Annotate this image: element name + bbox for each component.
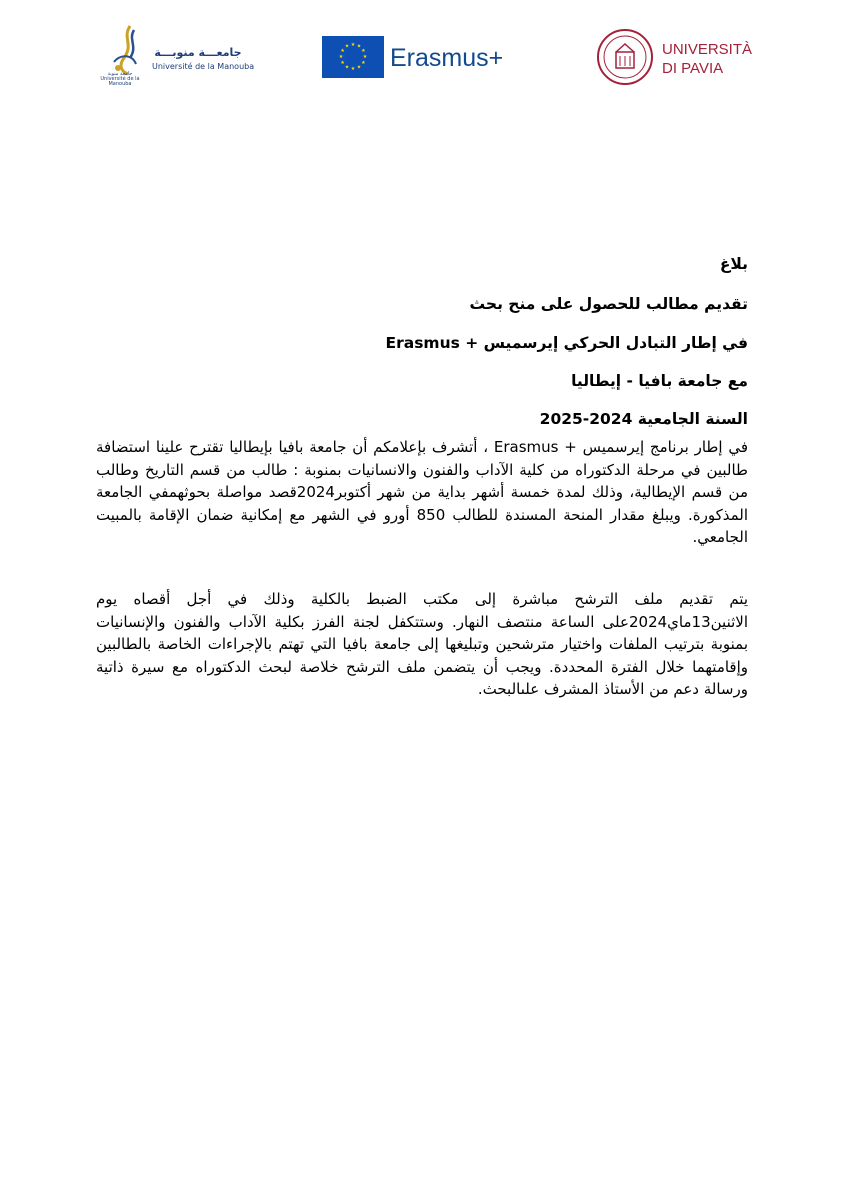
- announcement-title: بلاغ: [719, 255, 748, 273]
- paragraph-program-details: في إطار برنامج إيرسميس + Erasmus ، أتشرف بإعلامكم أن جامعة بافيا بإيطاليا تقترح علينا استضافة طالبين في مرحلة الدكتوراه من كلية الآداب والفنون والانسانيات بمنوبة : طالب من قسم التاريخ وطالب من قسم الإيطالية، وذلك لمدة خمسة أشهر بداية من شهر أكتوبر2024قصد مواصلة بحوثهمفي الجامعة المذكورة. ويبلغ مقدار المنحة المسندة للطالب 850 أورو في الشهر مع إمكانية ضمان الإقامة بالمبيت الجامعي.: [96, 438, 748, 547]
- svg-text:★: ★: [350, 66, 356, 72]
- pavia-name-line2: DI PAVIA: [662, 60, 724, 77]
- svg-text:★: ★: [338, 54, 344, 60]
- erasmus-plus-logo: [322, 36, 532, 80]
- svg-text:★: ★: [361, 60, 366, 66]
- svg-text:★: ★: [356, 43, 362, 50]
- svg-text:★: ★: [340, 48, 345, 54]
- svg-text:★: ★: [344, 64, 350, 71]
- manouba-name-french: Université de la Manouba: [152, 62, 255, 71]
- svg-text:★: ★: [350, 42, 356, 48]
- announcement-partner: مع جامعة بافيا - إيطاليا: [571, 372, 748, 390]
- announcement-program: في إطار التبادل الحركي إيرسميس + Erasmus: [385, 334, 748, 352]
- university-manouba-logo: [100, 20, 255, 92]
- manouba-name-arabic: جامعـــة منوبـــة: [154, 46, 242, 59]
- svg-text:★: ★: [356, 64, 362, 71]
- eu-flag-icon: [322, 36, 384, 78]
- svg-text:★: ★: [340, 60, 345, 66]
- university-pavia-logo: [596, 28, 756, 88]
- svg-text:★: ★: [361, 48, 366, 54]
- pavia-name-line1: UNIVERSITÀ: [662, 41, 753, 58]
- announcement-subject: تقديم مطالب للحصول على منح بحث: [469, 295, 748, 313]
- svg-text:★: ★: [344, 43, 350, 50]
- university-pavia-seal-icon: [596, 28, 654, 86]
- svg-text:★: ★: [362, 54, 368, 60]
- pavia-name: [662, 40, 752, 78]
- announcement-academic-year: السنة الجامعية 2024-2025: [539, 410, 748, 428]
- eu-stars: [322, 36, 384, 78]
- header-logos: [0, 0, 848, 110]
- paragraph-application-details: يتم تقديم ملف الترشح مباشرة إلى مكتب الضبط بالكلية وذلك في أجل أقصاه يوم الاثنين13ماي2024على الساعة منتصف النهار. وستتكفل لجنة الفرز بكلية الآداب والفنون والإنسانيات بمنوبة بترتيب الملفات واختيار مترشحين وتبليغها إلى جامعة بافيا التي تهتم بالإجراءات الخاصة بالطالبين وإقامتهما خلال الفترة المحددة. ويجب أن يتضمن ملف الترشح خلاصة لبحث الدكتوراه مع سيرة ذاتية ورسالة دعم من الأستاذ المشرف علىالبحث.: [96, 590, 748, 699]
- erasmus-wordmark: Erasmus+: [390, 44, 504, 72]
- manouba-mark-label: جامعة منوبة Université de la Manouba: [100, 71, 140, 87]
